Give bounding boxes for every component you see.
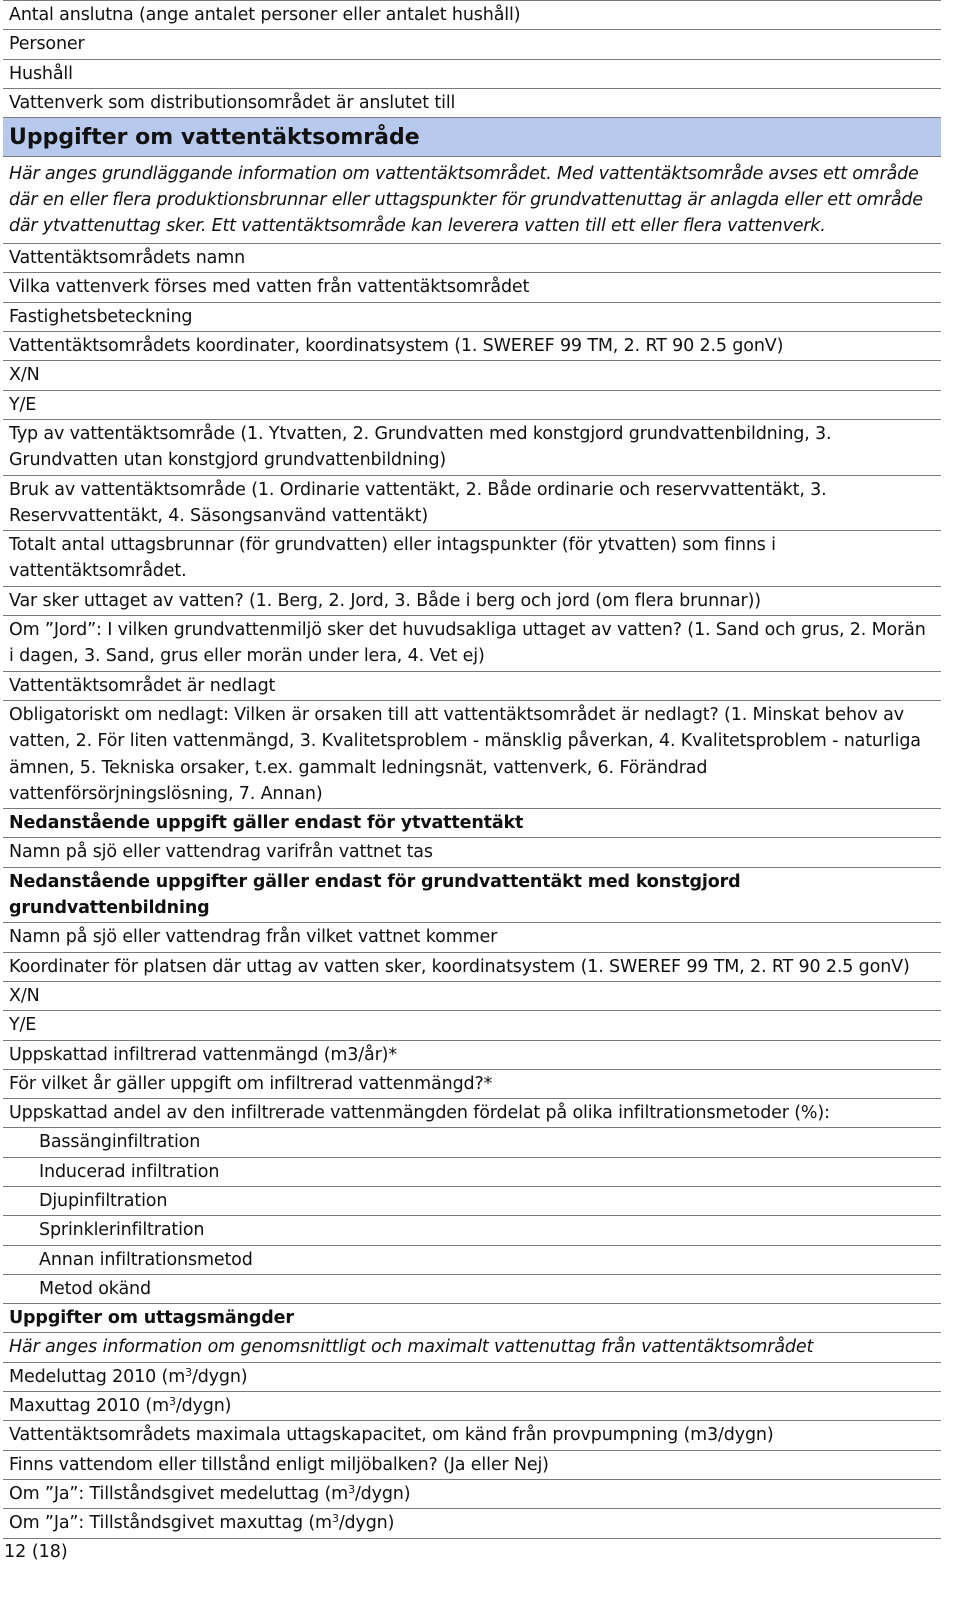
row-text: /dygn) bbox=[338, 1513, 395, 1534]
form-row-indented: Annan infiltrationsmetod bbox=[3, 1246, 941, 1275]
form-row: Fastighetsbeteckning bbox=[3, 303, 941, 332]
form-row: För vilket år gäller uppgift om infiltrerad vattenmängd?* bbox=[3, 1070, 941, 1099]
row-text: Om ”Ja”: Tillståndsgivet medeluttag (m bbox=[9, 1483, 349, 1504]
form-row: Namn på sjö eller vattendrag varifrån vattnet tas bbox=[3, 838, 941, 867]
section-intro: Här anges grundläggande information om vattentäktsområdet. Med vattentäktsområde avses ett område där en eller flera produktionsbrunnar eller uttagspunkter för grundvattenuttag är anlagda eller ett område där ytvattenuttag sker. Ett vattentäktsområde kan leverera vatten till ett eller flera vattenverk. bbox=[3, 157, 941, 244]
superscript: 3 bbox=[348, 1482, 355, 1496]
form-row-indented: Sprinklerinfiltration bbox=[3, 1216, 941, 1245]
form-table bbox=[3, 0, 941, 1539]
form-row: Typ av vattentäktsområde (1. Ytvatten, 2. Grundvatten med konstgjord grundvattenbildning, 3. Grundvatten utan konstgjord grundvattenbildning) bbox=[3, 420, 941, 476]
form-row-indented: Djupinfiltration bbox=[3, 1187, 941, 1216]
form-row: X/N bbox=[3, 361, 941, 390]
form-row bbox=[3, 1392, 941, 1421]
row-text: /dygn) bbox=[354, 1483, 411, 1504]
form-row: Vattentäktsområdets maximala uttagskapacitet, om känd från provpumpning (m3/dygn) bbox=[3, 1421, 941, 1450]
form-row: Uppskattad infiltrerad vattenmängd (m3/år)* bbox=[3, 1041, 941, 1070]
form-row-indented: Bassänginfiltration bbox=[3, 1128, 941, 1157]
form-row: Uppskattad andel av den infiltrerade vattenmängden fördelat på olika infiltrationsmetoder (%): bbox=[3, 1099, 941, 1128]
form-row: Y/E bbox=[3, 1011, 941, 1040]
form-row bbox=[3, 1363, 941, 1392]
row-text: Maxuttag 2010 (m bbox=[9, 1396, 169, 1417]
form-row: Bruk av vattentäktsområde (1. Ordinarie vattentäkt, 2. Både ordinarie och reservvattentäkt, 3. Reservvattentäkt, 4. Säsongsanvänd vattentäkt) bbox=[3, 476, 941, 532]
form-row: X/N bbox=[3, 982, 941, 1011]
form-row: Vattenverk som distributionsområdet är anslutet till bbox=[3, 89, 941, 118]
form-row: Finns vattendom eller tillstånd enligt miljöbalken? (Ja eller Nej) bbox=[3, 1451, 941, 1480]
form-row: Obligatoriskt om nedlagt: Vilken är orsaken till att vattentäktsområdet är nedlagt? (1. Minskat behov av vatten, 2. För liten vattenmängd, 3. Kvalitetsproblem - mänsklig påverkan, 4. Kvalitetsproblem - naturliga ämnen, 5. Tekniska orsaker, t.ex. gammalt ledningsnät, vattenverk, 6. Förändrad vattenförsörjningslösning, 7. Annan) bbox=[3, 701, 941, 809]
row-text: /dygn) bbox=[175, 1396, 232, 1417]
form-row: Namn på sjö eller vattendrag från vilket vattnet kommer bbox=[3, 923, 941, 952]
row-text: Medeluttag 2010 (m bbox=[9, 1366, 186, 1387]
form-row: Var sker uttaget av vatten? (1. Berg, 2. Jord, 3. Både i berg och jord (om flera brunnar)) bbox=[3, 587, 941, 616]
subsection-intro: Här anges information om genomsnittligt och maximalt vattenuttag från vattentäktsområdet bbox=[3, 1333, 941, 1362]
form-row: Vattentäktsområdets namn bbox=[3, 244, 941, 273]
form-row: Vattentäktsområdets koordinater, koordinatsystem (1. SWEREF 99 TM, 2. RT 90 2.5 gonV) bbox=[3, 332, 941, 361]
form-row: Y/E bbox=[3, 391, 941, 420]
form-row: Vilka vattenverk förses med vatten från vattentäktsområdet bbox=[3, 273, 941, 302]
form-row bbox=[3, 1480, 941, 1509]
form-row: Om ”Jord”: I vilken grundvattenmiljö sker det huvudsakliga uttaget av vatten? (1. Sand och grus, 2. Morän i dagen, 3. Sand, grus eller morän under lera, 4. Vet ej) bbox=[3, 616, 941, 672]
page-number: 12 (18) bbox=[4, 1542, 68, 1562]
form-row: Koordinater för platsen där uttag av vatten sker, koordinatsystem (1. SWEREF 99 TM, 2. RT 90 2.5 gonV) bbox=[3, 953, 941, 982]
subsection-heading: Nedanstående uppgifter gäller endast för grundvattentäkt med konstgjord grundvattenbildning bbox=[3, 868, 941, 924]
row-text: Om ”Ja”: Tillståndsgivet maxuttag (m bbox=[9, 1513, 332, 1534]
form-row-indented: Metod okänd bbox=[3, 1275, 941, 1304]
form-row: Hushåll bbox=[3, 60, 941, 89]
superscript: 3 bbox=[331, 1512, 339, 1526]
form-row-indented: Inducerad infiltration bbox=[3, 1158, 941, 1187]
subsection-heading: Uppgifter om uttagsmängder bbox=[3, 1304, 941, 1333]
form-row: Vattentäktsområdet är nedlagt bbox=[3, 672, 941, 701]
section-title: Uppgifter om vattentäktsområde bbox=[3, 118, 941, 157]
form-row: Personer bbox=[3, 30, 941, 59]
form-row bbox=[3, 1509, 941, 1538]
subsection-heading: Nedanstående uppgift gäller endast för ytvattentäkt bbox=[3, 809, 941, 838]
form-row: Totalt antal uttagsbrunnar (för grundvatten) eller intagspunkter (för ytvatten) som finns i vattentäktsområdet. bbox=[3, 531, 941, 587]
superscript: 3 bbox=[185, 1365, 192, 1379]
form-row: Antal anslutna (ange antalet personer eller antalet hushåll) bbox=[3, 0, 941, 30]
superscript: 3 bbox=[168, 1395, 176, 1409]
row-text: /dygn) bbox=[191, 1366, 248, 1387]
